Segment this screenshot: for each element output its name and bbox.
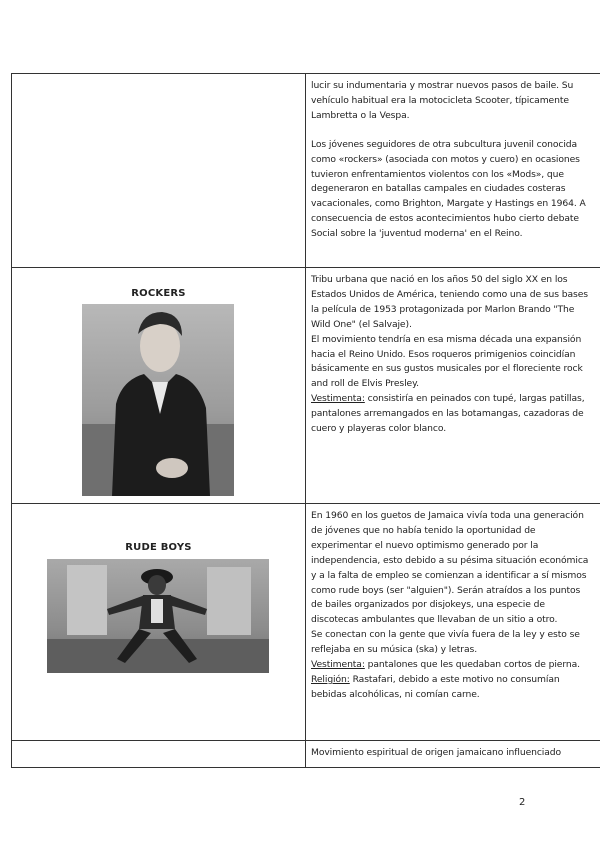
rude-boys-photo-figure: [47, 559, 269, 673]
rude-boys-intro: En 1960 en los guetos de Jamaica vivía toda una generación de jóvenes que no había tenido la oportunidad de experimentar el nuevo optimismo generado por la independencia, esto debido a su pésima situación económica y a la falta de empleo se comienzan a identificar a sí mismos como rude boys (ser "alguien"). Serán atraídos a los puntos de bailes organizados por disjokeys, una especie de discotecas ambulantes que llevaban de un sitio a otro.: [311, 510, 589, 626]
table-row: [12, 741, 600, 768]
left-cell-rude-boys: [12, 504, 306, 741]
religion-label: Religión:: [311, 673, 350, 685]
left-cell-empty: [12, 741, 306, 768]
rockers-body: El movimiento tendría en esa misma década una expansión hacia el Reino Unido. Esos roqueros primigenios coincidían básicamente en sus gustos musicales por el floreciente rock and roll de Elvis Presley.: [311, 333, 583, 390]
rockers-intro: Tribu urbana que nació en los años 50 del siglo XX en los Estados Unidos de América, teniendo como una de sus bases la película de 1953 protagonizada por Marlon Brando "The Wild One" (el Salvaje).: [311, 274, 588, 330]
table-row: [12, 268, 600, 504]
content-table: [11, 73, 600, 768]
rockers-heading: ROCKERS: [131, 288, 186, 299]
rude-boys-religion: [311, 673, 594, 703]
table-row: [12, 504, 600, 741]
rockers-photo-figure: [82, 304, 234, 496]
vestimenta-text: consistiría en peinados con tupé, largas patillas, pantalones arremangados en las botamangas, cazadoras de cuero y playeras color blanco.: [311, 393, 585, 435]
rastafari-paragraph: Movimiento espiritual de origen jamaicano influenciado: [311, 747, 562, 758]
rockers-vestimenta: [311, 392, 594, 437]
vestimenta-label: Vestimenta:: [311, 659, 365, 671]
religion-text: Rastafari, debido a este motivo no consumían bebidas alcohólicas, ni comían carne.: [311, 673, 560, 700]
vestimenta-label: Vestimenta:: [311, 393, 365, 405]
table-row: [12, 74, 600, 268]
right-cell: [306, 74, 600, 268]
rude-boys-vestimenta: [311, 658, 594, 673]
rude-boys-body: Se conectan con la gente que vivía fuera de la ley y esto se reflejaba en su música (ska) y letras.: [311, 629, 580, 656]
mods-paragraph-2: Los jóvenes seguidores de otra subcultura juvenil conocida como «rockers» (asociada con motos y cuero) en ocasiones tuvieron enfrentamientos violentos con los «Mods», que degeneraron en batallas campales en ciudades costeras vacacionales, como Brighton, Margate y Hastings en 1964. A consecuencia de estos acontecimientos hubo cierto debate Social sobre la 'juventud moderna' en el Reino.: [311, 138, 586, 240]
page-number: 2: [519, 797, 526, 808]
mods-paragraph-1: lucir su indumentaria y mostrar nuevos pasos de baile. Su vehículo habitual era la motocicleta Scooter, típicamente Lambretta o la Vespa.: [311, 80, 574, 121]
left-cell-empty: [12, 74, 306, 268]
rude-boys-photo: [47, 559, 269, 673]
rude-boys-heading: RUDE BOYS: [125, 542, 192, 553]
right-cell: [306, 504, 600, 741]
vestimenta-text: pantalones que les quedaban cortos de pierna.: [364, 659, 580, 671]
left-cell-rockers: [12, 268, 306, 504]
rockers-photo: [82, 304, 234, 496]
right-cell: [306, 741, 600, 768]
right-cell: [306, 268, 600, 504]
